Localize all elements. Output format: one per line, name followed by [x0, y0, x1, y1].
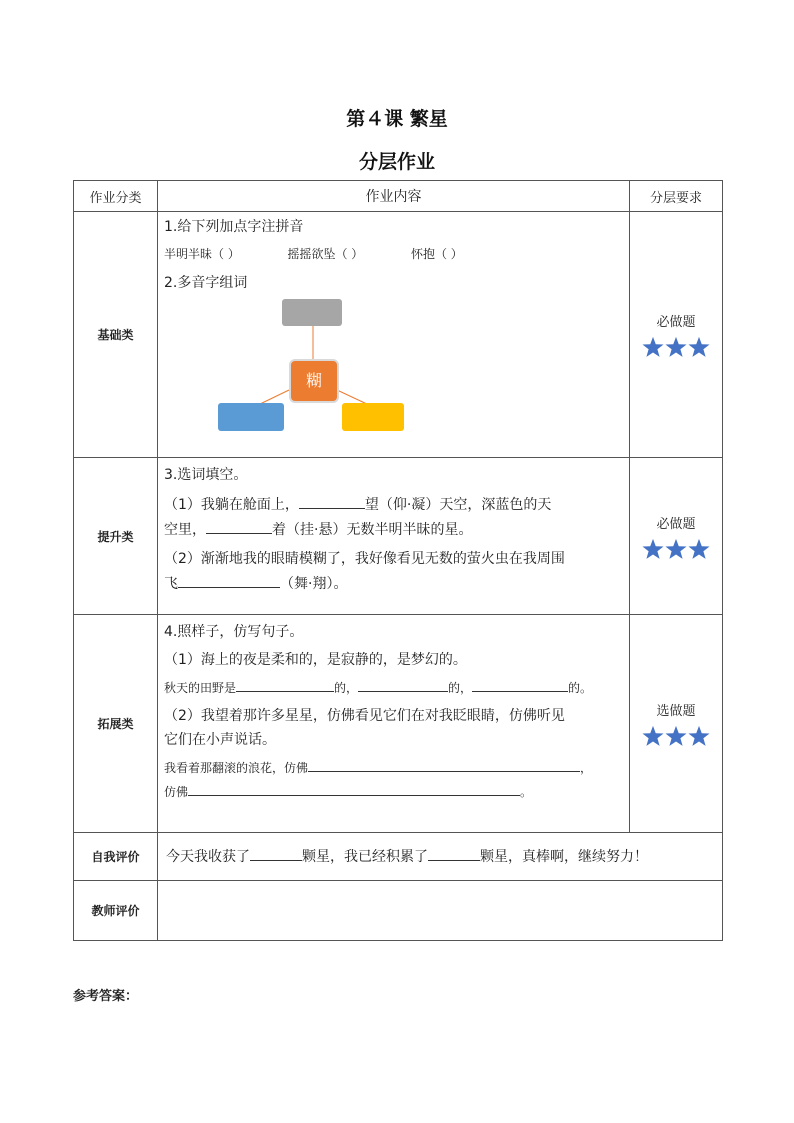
content-basic [158, 212, 630, 458]
q2-title: 2.多音字组词 [164, 275, 248, 291]
polyphone-diagram [164, 295, 624, 435]
content-advanced [158, 458, 630, 615]
page-title: 第４课 繁星 [346, 108, 448, 130]
q3-line: 空里， 着（挂·悬）无数半明半昧的星。 [164, 518, 623, 543]
table-row-extension [74, 615, 723, 833]
star-icon [642, 336, 664, 358]
table-row-teacher-eval [74, 881, 723, 941]
content-self-eval [158, 833, 723, 881]
table-row-self-eval [74, 833, 723, 881]
star-rating [630, 336, 722, 358]
q1-item: 半明半昧（ ） [164, 247, 240, 261]
requirement-advanced [630, 458, 723, 615]
star-icon [665, 336, 687, 358]
q4-example-2: 它们在小声说话。 [164, 732, 276, 748]
requirement-label: 必做题 [656, 516, 696, 532]
diagram-box-right [342, 403, 404, 431]
diagram-box-center: 糊 [289, 359, 339, 403]
q4-fill-2: 仿佛 。 [164, 780, 623, 804]
content-extension [158, 615, 630, 833]
q4-fill-1: 秋天的田野是 的， 的， 的。 [164, 676, 623, 700]
q4-example-2: （2）我望着那许多星星，仿佛看见它们在对我眨眼睛，仿佛听见 [164, 708, 565, 724]
requirement-extension [630, 615, 723, 833]
star-rating [630, 538, 722, 560]
q4-fill-2: 我看着那翻滚的浪花，仿佛 ， [164, 756, 623, 780]
col-header-requirement: 分层要求 [630, 181, 723, 212]
q4-title: 4.照样子，仿写句子。 [164, 624, 304, 640]
diagram-box-top [282, 299, 342, 326]
col-header-content: 作业内容 [158, 181, 630, 212]
star-icon [688, 725, 710, 747]
table-row-advanced [74, 458, 723, 615]
requirement-label: 选做题 [656, 704, 696, 719]
category-basic: 基础类 [74, 212, 158, 458]
q1-items [164, 243, 623, 266]
star-icon [665, 725, 687, 747]
homework-table [73, 180, 723, 941]
star-icon [642, 538, 664, 560]
q3-line: （1）我躺在舱面上， 望（仰·凝）天空，深蓝色的天 [164, 493, 623, 518]
self-eval-text: 今天我收获了 颗星，我已经积累了 颗星，真棒啊，继续努力！ [158, 845, 722, 869]
table-header-row [74, 181, 723, 212]
content-teacher-eval[interactable] [158, 881, 723, 941]
category-extension: 拓展类 [74, 615, 158, 833]
star-icon [665, 538, 687, 560]
category-teacher-eval: 教师评价 [74, 881, 158, 941]
answer-label: 参考答案： [73, 989, 139, 1004]
star-icon [642, 725, 664, 747]
requirement-label: 必做题 [656, 315, 696, 330]
q4-example-1: （1）海上的夜是柔和的，是寂静的，是梦幻的。 [164, 652, 467, 668]
category-self-eval: 自我评价 [74, 833, 158, 881]
q3-title: 3.选词填空。 [164, 467, 248, 483]
diagram-box-left [218, 403, 284, 431]
q3-line: （2）渐渐地我的眼睛模糊了，我好像看见无数的萤火虫在我周围 [164, 551, 565, 567]
star-rating [630, 725, 722, 747]
star-icon [688, 336, 710, 358]
q1-item: 摇摇欲坠（ ） [287, 247, 364, 261]
q3-line: 飞 （舞·翔）。 [164, 572, 623, 597]
col-header-category: 作业分类 [74, 181, 158, 212]
star-icon [688, 538, 710, 560]
q1-title: 1.给下列加点字注拼音 [164, 219, 304, 235]
table-row-basic [74, 212, 723, 458]
q1-item: 怀抱（ ） [410, 247, 463, 261]
requirement-basic [630, 212, 723, 458]
category-advanced: 提升类 [74, 458, 158, 615]
page-subtitle: 分层作业 [358, 151, 435, 173]
